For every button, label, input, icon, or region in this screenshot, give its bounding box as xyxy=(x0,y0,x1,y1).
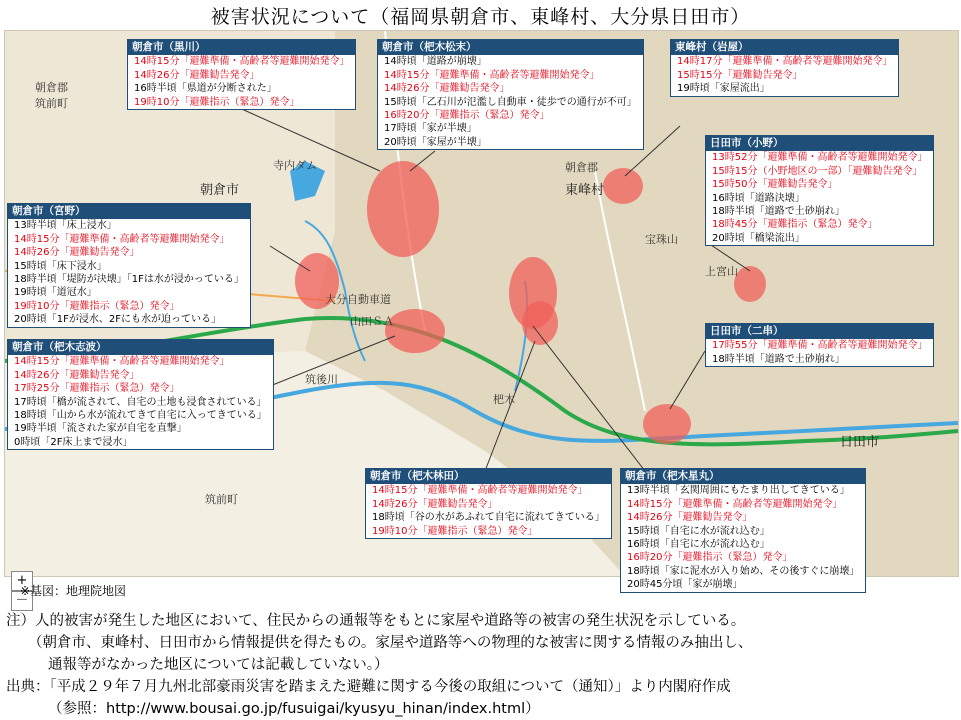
evacuation-order-entry: 16時20分「避難指示（緊急）発令」 xyxy=(384,110,550,122)
evacuation-order-entry: 17時55分「避難準備・高齢者等避難開始発令」 xyxy=(712,340,928,352)
hazard-area-haki-matsusue xyxy=(367,161,439,257)
damage-report-entry: 18時頃「山から水が流れてきて自宅に入ってきている」 xyxy=(14,410,267,422)
damage-report-entry: 17時頃「家が半壊」 xyxy=(384,123,477,135)
damage-report-entry: 0時頃「2F床上まで浸水」 xyxy=(14,436,133,448)
report-box-heading: 日田市（二串） xyxy=(706,324,933,339)
evacuation-order-entry: 14時26分「避難勧告発令」 xyxy=(14,247,140,259)
hazard-area-futakushi xyxy=(643,404,691,444)
map-credit: ※基図：地理院地図 xyxy=(20,584,127,598)
hazard-area-haki-shiwa xyxy=(385,309,445,353)
report-box xyxy=(670,39,899,97)
page-title: 被害状況について（福岡県朝倉市、東峰村、大分県日田市） xyxy=(210,6,751,28)
damage-report-entry: 15時頃「床下浸水」 xyxy=(14,260,107,272)
footnote xyxy=(6,610,752,720)
damage-report-entry: 19時半頃「流された家が自宅を直撃」 xyxy=(14,423,187,435)
evacuation-order-entry: 14時15分「避難準備・高齢者等避難開始発令」 xyxy=(627,498,843,510)
report-box xyxy=(365,468,612,539)
place-label: 宝珠山 xyxy=(645,233,678,246)
zoom-in-button[interactable]: + xyxy=(11,571,33,591)
place-label: 朝倉市 xyxy=(200,183,240,198)
evacuation-order-entry: 18時45分「避難指示（緊急）発令」 xyxy=(712,219,878,231)
evacuation-order-entry: 14時15分「避難準備・高齢者等避難開始発令」 xyxy=(134,56,350,68)
report-box-heading: 朝倉市（杷木林田） xyxy=(366,469,611,484)
evacuation-order-entry: 14時26分「避難勧告発令」 xyxy=(627,512,753,524)
evacuation-order-entry: 19時10分「避難指示（緊急）発令」 xyxy=(372,525,538,537)
evacuation-order-entry: 19時10分「避難指示（緊急）発令」 xyxy=(14,300,180,312)
report-box-heading: 日田市（小野） xyxy=(706,136,933,151)
damage-report-entry: 18時頃「家に泥水が入り始め、その後すぐに崩壊」 xyxy=(627,565,860,577)
source-line: （参照：http://www.bousai.go.jp/fusuigai/kyusyu_hinan/index.html） xyxy=(48,701,540,717)
damage-report-entry: 19時頃「家屋流出」 xyxy=(677,83,770,95)
place-label: 朝倉郡 xyxy=(565,161,598,174)
damage-report-entry: 18時半頃「堤防が決壊」「1Fは水が浸かっている」 xyxy=(14,274,244,286)
evacuation-order-entry: 15時50分「避難勧告発令」 xyxy=(712,179,838,191)
damage-report-entry: 18時半頃「道路で土砂崩れ」 xyxy=(712,353,845,365)
evacuation-order-entry: 15時15分「避難勧告発令」 xyxy=(677,69,803,81)
note-line: 注）人的被害が発生した地区において、住民からの通報等をもとに家屋や道路等の被害の発生状況を示している。 xyxy=(6,613,746,629)
damage-report-entry: 15時頃「自宅に水が流れ込む」 xyxy=(627,525,770,537)
evacuation-order-entry: 13時52分「避難準備・高齢者等避難開始発令」 xyxy=(712,152,928,164)
evacuation-order-entry: 16時20分「避難指示（緊急）発令」 xyxy=(627,552,793,564)
note-line: （朝倉市、東峰村、日田市から情報提供を得たもの。家屋や道路等への物理的な被害に関する情報のみ抽出し、 xyxy=(28,635,753,651)
evacuation-order-entry: 14時26分「避難勧告発令」 xyxy=(14,369,140,381)
hazard-area-iwaya xyxy=(603,168,643,204)
evacuation-order-entry: 19時10分「避難指示（緊急）発令」 xyxy=(134,96,300,108)
report-box xyxy=(377,39,644,150)
damage-report-entry: 14時頃「道路が崩壊」 xyxy=(384,56,487,68)
evacuation-order-entry: 14時26分「避難勧告発令」 xyxy=(372,498,498,510)
damage-report-entry: 18時頃「谷の水があふれて自宅に流れてきている」 xyxy=(372,512,605,524)
report-box xyxy=(620,468,866,593)
place-label: 杷木 xyxy=(493,393,515,406)
report-box xyxy=(705,323,934,367)
report-box xyxy=(7,203,251,328)
damage-report-entry: 13時半頃「玄関周囲にもたまり出してきている」 xyxy=(627,485,850,497)
report-box-heading: 朝倉市（黒川） xyxy=(128,40,355,55)
damage-report-entry: 16時半頃「県道が分断された」 xyxy=(134,83,277,95)
place-label: 筑前町 xyxy=(35,97,68,110)
place-label: 上宮山 xyxy=(705,265,738,278)
place-label: 東峰村 xyxy=(565,183,605,198)
report-box-heading: 朝倉市（宮野） xyxy=(8,204,250,219)
report-box xyxy=(7,339,274,450)
place-label: 筑後川 xyxy=(305,373,338,386)
source-line: 出典：「平成２９年７月九州北部豪雨災害を踏まえた避難に関する今後の取組について（通知）」より内閣府作成 xyxy=(6,679,731,695)
damage-report-entry: 19時頃「道冠水」 xyxy=(14,287,97,299)
damage-report-entry: 13時半頃「床上浸水」 xyxy=(14,220,117,232)
evacuation-order-entry: 14時26分「避難勧告発令」 xyxy=(134,69,260,81)
place-label: 寺内ダム xyxy=(273,159,317,172)
place-label: 筑前町 xyxy=(205,493,238,506)
hazard-area-ono xyxy=(734,266,766,302)
place-label: 朝倉郡 xyxy=(35,81,68,94)
evacuation-order-entry: 14時15分「避難準備・高齢者等避難開始発令」 xyxy=(14,356,230,368)
damage-report-entry: 20時45分頃「家が崩壊」 xyxy=(627,579,743,591)
report-box-heading: 朝倉市（杷木星丸） xyxy=(621,469,865,484)
damage-report-entry: 18時半頃「道路で土砂崩れ」 xyxy=(712,206,845,218)
place-label: 山田ＳＡ xyxy=(350,315,394,328)
report-box-heading: 朝倉市（杷木松末） xyxy=(378,40,643,55)
damage-report-entry: 20時頃「橋梁流出」 xyxy=(712,232,805,244)
zoom-out-button[interactable]: － xyxy=(11,591,33,611)
evacuation-order-entry: 14時15分「避難準備・高齢者等避難開始発令」 xyxy=(372,485,588,497)
damage-report-entry: 16時頃「道路決壊」 xyxy=(712,192,805,204)
report-box-heading: 東峰村（岩屋） xyxy=(671,40,898,55)
evacuation-order-entry: 14時17分「避難準備・高齢者等避難開始発令」 xyxy=(677,56,893,68)
hazard-area-haki-hayashida xyxy=(522,301,558,345)
evacuation-order-entry: 14時26分「避難勧告発令」 xyxy=(384,83,510,95)
damage-report-entry: 16時頃「自宅に水が流れ込む」 xyxy=(627,539,770,551)
report-box-heading: 朝倉市（杷木志波） xyxy=(8,340,273,355)
damage-report-entry: 20時頃「1Fが浸水、2Fにも水が迫っている」 xyxy=(14,314,221,326)
evacuation-order-entry: 14時15分「避難準備・高齢者等避難開始発令」 xyxy=(14,233,230,245)
evacuation-order-entry: 17時25分「避難指示（緊急）発令」 xyxy=(14,383,180,395)
place-label: 日田市 xyxy=(840,435,880,450)
damage-report-entry: 15時頃「乙石川が氾濫し自動車・徒歩での通行が不可」 xyxy=(384,96,637,108)
damage-report-entry: 20時頃「家屋が半壊」 xyxy=(384,136,487,148)
evacuation-order-entry: 15時15分（小野地区の一部）「避難勧告発令」 xyxy=(712,165,923,177)
evacuation-order-entry: 14時15分「避難準備・高齢者等避難開始発令」 xyxy=(384,69,600,81)
note-line: 通報等がなかった地区については記載していない。） xyxy=(48,657,389,673)
report-box xyxy=(127,39,356,110)
place-label: 大分自動車道 xyxy=(325,293,391,306)
report-box xyxy=(705,135,934,246)
damage-report-entry: 17時頃「橋が流されて、自宅の土地も浸食されている」 xyxy=(14,396,267,408)
